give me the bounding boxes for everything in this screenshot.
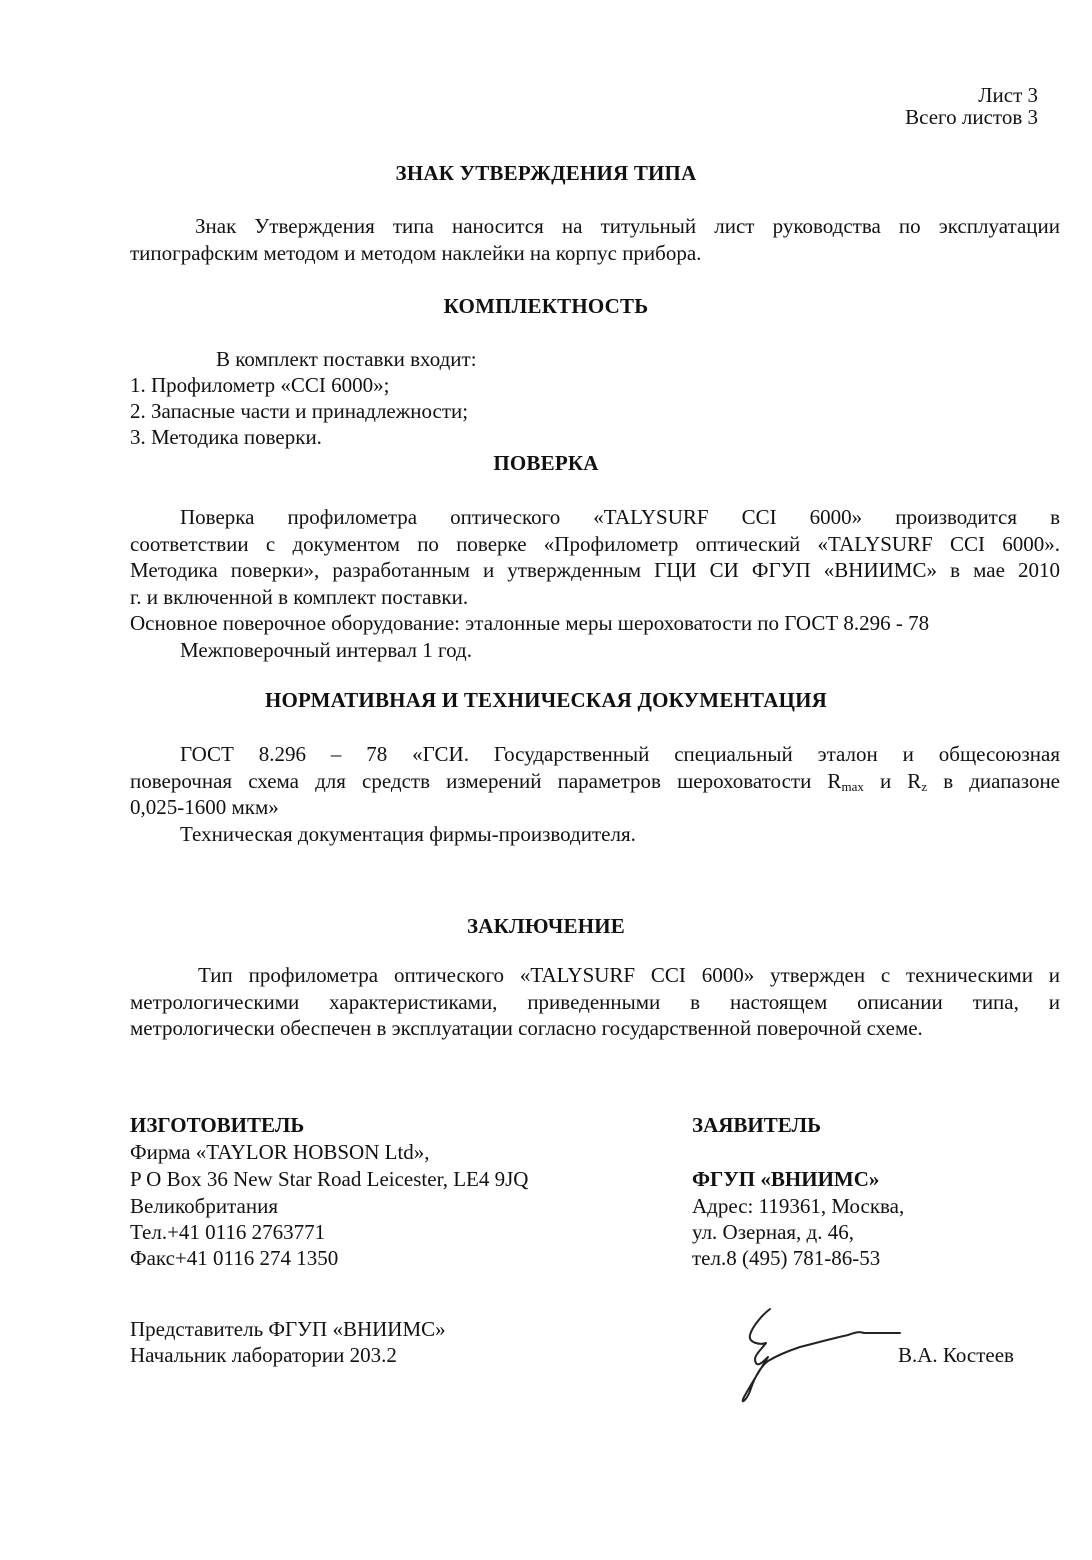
type-mark-line: Знак Утверждения типа наносится на титульный лист руководства по эксплуатации xyxy=(195,214,1060,238)
completeness-item: 2. Запасные части и принадлежности; xyxy=(130,399,469,423)
manufacturer-line: P O Box 36 New Star Road Leicester, LE4 9JQ xyxy=(130,1167,529,1191)
normative-paragraph xyxy=(130,741,1060,847)
section-title-conclusion: ЗАКЛЮЧЕНИЕ xyxy=(466,914,626,938)
section-title-normative: НОРМАТИВНАЯ И ТЕХНИЧЕСКАЯ ДОКУМЕНТАЦИЯ xyxy=(264,688,828,712)
verification-line: Поверка профилометра оптического «TALYSURF CCI 6000» производится в xyxy=(180,505,1060,529)
applicant-title: ЗАЯВИТЕЛЬ xyxy=(692,1113,822,1137)
total-sheets: Всего листов 3 xyxy=(905,105,1038,129)
verification-line: г. и включенной в комплект поставки. xyxy=(130,584,469,609)
manufacturer-line: Великобритания xyxy=(130,1194,278,1218)
manufacturer-line: Тел.+41 0116 2763771 xyxy=(130,1220,326,1244)
applicant-line: Адрес: 119361, Москва, xyxy=(692,1194,905,1218)
signatory-position: Начальник лаборатории 203.2 xyxy=(130,1343,397,1367)
type-mark-line: типографским методом и методом наклейки на корпус прибора. xyxy=(130,240,702,265)
section-title-type-mark: ЗНАК УТВЕРЖДЕНИЯ ТИПА xyxy=(395,161,697,185)
normative-line: ГОСТ 8.296 – 78 «ГСИ. Государственный специальный эталон и общесоюзная xyxy=(180,742,1060,766)
completeness-item: 1. Профилометр «CCI 6000»; xyxy=(130,373,390,397)
conclusion-line: метрологическими характеристиками, приведенными в настоящем описании типа, и xyxy=(130,989,1060,1014)
conclusion-line: метрологически обеспечен в эксплуатации согласно государственной поверочной схеме. xyxy=(130,1016,923,1040)
conclusion-line: Тип профилометра оптического «TALYSURF CCI 6000» утвержден с техническими и xyxy=(198,963,1060,987)
section-title-completeness: КОМПЛЕКТНОСТЬ xyxy=(443,294,649,318)
verification-equipment: Основное поверочное оборудование: эталонные меры шероховатости по ГОСТ 8.296 - 78 xyxy=(130,611,930,635)
manufacturer-line: Фирма «TAYLOR HOBSON Ltd», xyxy=(130,1140,430,1164)
type-mark-paragraph xyxy=(130,213,1060,266)
section-title-verification: ПОВЕРКА xyxy=(493,451,599,475)
manufacturer-title: ИЗГОТОВИТЕЛЬ xyxy=(130,1113,305,1137)
normative-line: поверочная схема для средств измерений параметров шероховатости $R_{max}$ и $R_z$ в диапазоне xyxy=(130,768,1061,794)
verification-line: соответствии с документом по поверке «Профилометр оптический «TALYSURF CCI 6000». xyxy=(130,531,1060,556)
completeness-item: 3. Методика поверки. xyxy=(130,425,322,449)
applicant-line: тел.8 (495) 781-86-53 xyxy=(692,1246,881,1270)
normative-line: 0,025-1600 мкм» xyxy=(130,795,279,819)
verification-interval: Межповерочный интервал 1 год. xyxy=(180,637,472,662)
signatory-role: Представитель ФГУП «ВНИИМС» xyxy=(130,1317,446,1341)
conclusion-paragraph xyxy=(130,962,1060,1042)
signatory-name: В.А. Костеев xyxy=(898,1343,1014,1367)
handwritten-signature-icon xyxy=(730,1305,910,1405)
sheet-number: Лист 3 xyxy=(978,83,1038,107)
normative-line: Техническая документация фирмы-производителя. xyxy=(180,821,636,846)
verification-line: Методика поверки», разработанным и утвержденным ГЦИ СИ ФГУП «ВНИИМС» в мае 2010 xyxy=(130,558,1060,582)
manufacturer-line: Факс+41 0116 274 1350 xyxy=(130,1246,339,1270)
applicant-org: ФГУП «ВНИИМС» xyxy=(692,1167,880,1191)
verification-paragraph xyxy=(130,504,1060,663)
applicant-line: ул. Озерная, д. 46, xyxy=(692,1220,854,1244)
completeness-intro: В комплект поставки входит: xyxy=(216,347,477,371)
